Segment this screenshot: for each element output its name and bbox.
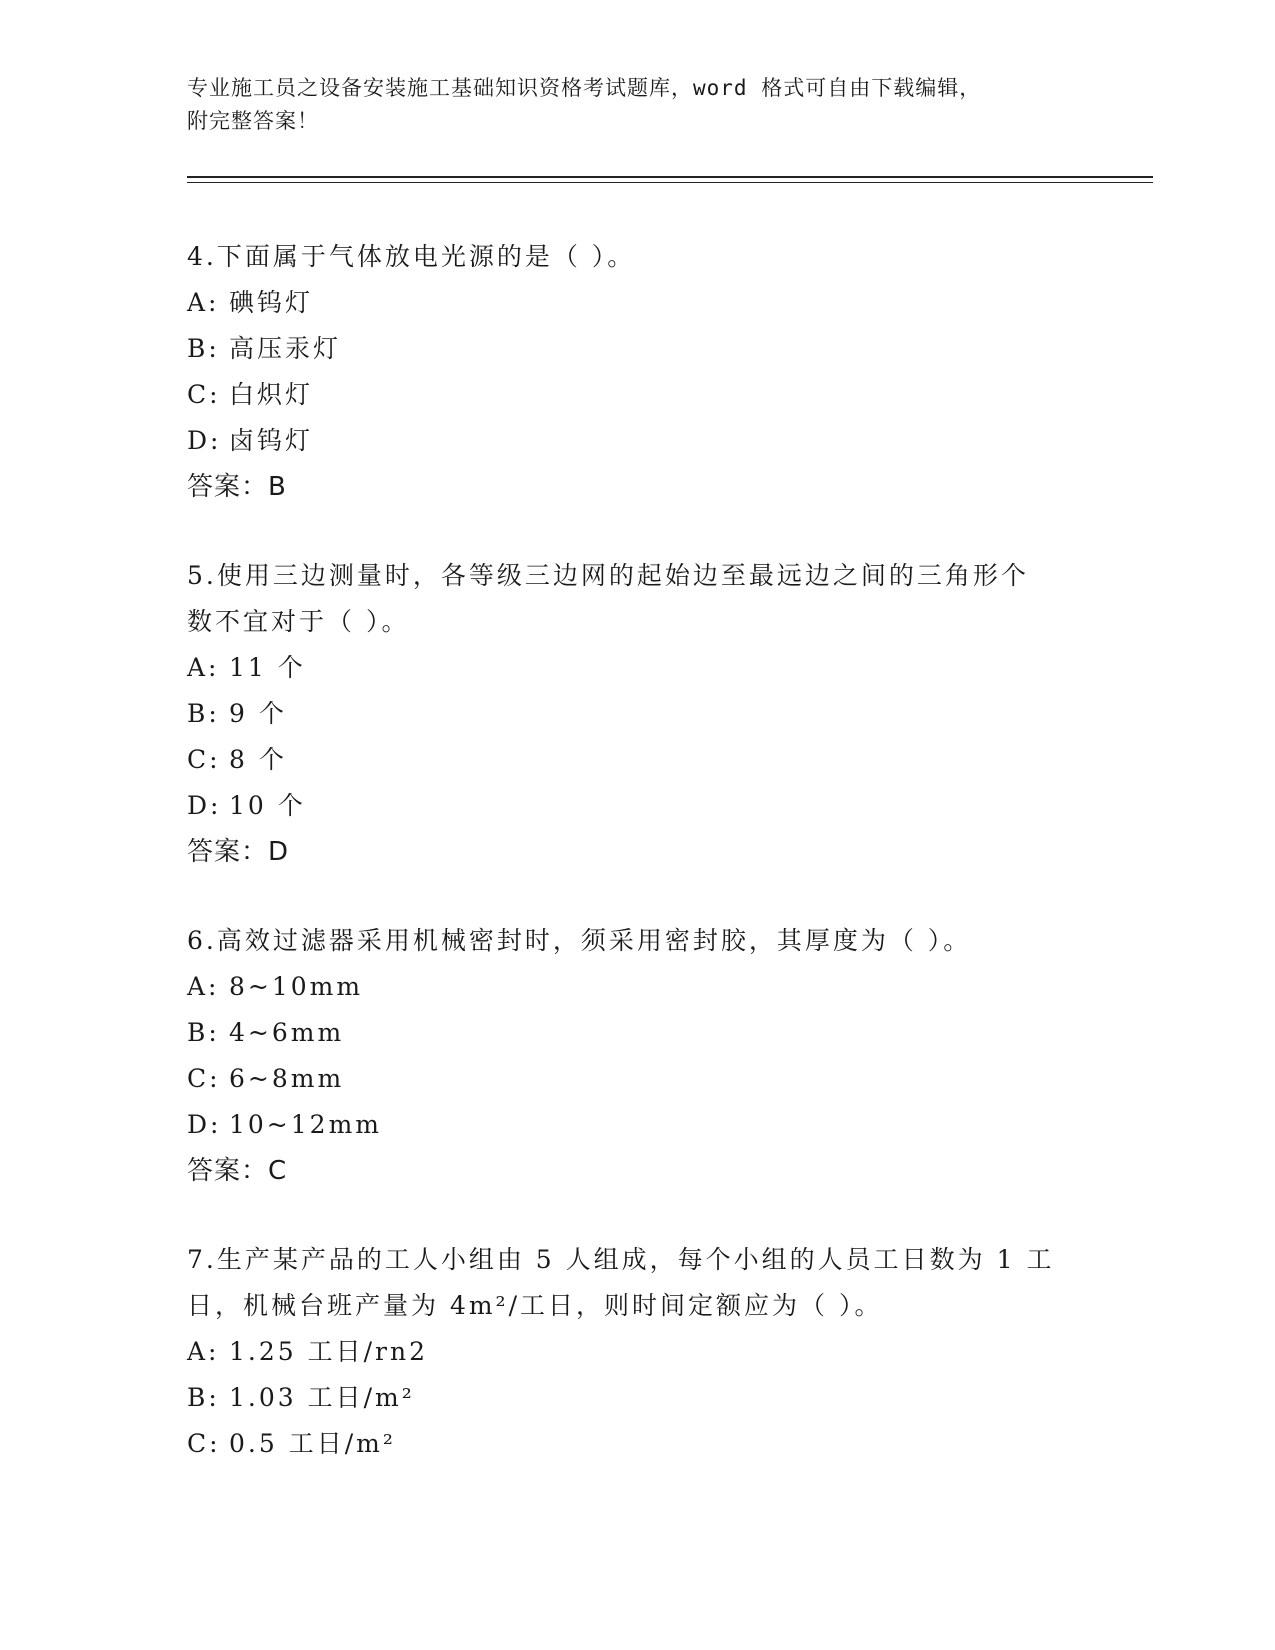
question-block — [187, 234, 1067, 510]
option-key: C: — [187, 1429, 221, 1458]
option-key: C: — [187, 745, 221, 774]
option-key: B: — [187, 1018, 220, 1047]
question-block — [187, 918, 1067, 1194]
option-text: 碘钨灯 — [229, 288, 314, 317]
header-title-line-2: 附完整答案！ — [187, 109, 319, 133]
option-key: D: — [187, 791, 222, 820]
document-header — [187, 72, 1067, 138]
question-option — [187, 737, 1067, 783]
question-block — [187, 553, 1067, 875]
question-option — [187, 418, 1067, 464]
question-option — [187, 1010, 1067, 1056]
option-key: B: — [187, 334, 220, 363]
option-text: 0.5 工日/m² — [229, 1429, 396, 1458]
question-option — [187, 280, 1067, 326]
question-option — [187, 1102, 1067, 1148]
question-option — [187, 783, 1067, 829]
question-option — [187, 372, 1067, 418]
option-text: 1.03 工日/m² — [229, 1383, 415, 1412]
option-key: A: — [187, 653, 220, 682]
header-title-line-1: 专业施工员之设备安装施工基础知识资格考试题库，word 格式可自由下载编辑， — [187, 76, 982, 100]
option-text: 6~8mm — [229, 1064, 345, 1093]
question-stem-continuation: 日，机械台班产量为 4m²/工日，则时间定额应为（ ）。 — [187, 1291, 883, 1320]
option-key: D: — [187, 1110, 222, 1139]
option-text: 1.25 工日/rn2 — [229, 1337, 428, 1366]
option-key: C: — [187, 380, 221, 409]
question-option — [187, 1056, 1067, 1102]
question-stem: 6.高效过滤器采用机械密封时，须采用密封胶，其厚度为（ ）。 — [187, 926, 972, 955]
question-option — [187, 691, 1067, 737]
option-text: 11 个 — [229, 653, 306, 682]
header-divider-thin — [187, 182, 1153, 183]
option-text: 10~12mm — [229, 1110, 382, 1139]
option-key: A: — [187, 288, 220, 317]
header-divider-thick — [187, 176, 1153, 178]
question-stem: 5.使用三边测量时，各等级三边网的起始边至最远边之间的三角形个 — [187, 561, 1029, 590]
question-answer: 答案：B — [187, 472, 287, 502]
question-stem-continuation: 数不宜对于（ ）。 — [187, 607, 410, 636]
option-key: B: — [187, 699, 220, 728]
question-answer: 答案：D — [187, 837, 290, 867]
option-text: 8~10mm — [229, 972, 364, 1001]
option-key: A: — [187, 972, 220, 1001]
option-text: 卤钨灯 — [229, 426, 314, 455]
option-text: 9 个 — [229, 699, 287, 728]
question-option — [187, 1421, 1067, 1467]
option-key: B: — [187, 1383, 220, 1412]
option-text: 8 个 — [229, 745, 287, 774]
option-text: 高压汞灯 — [229, 334, 342, 363]
question-option — [187, 645, 1067, 691]
option-text: 4~6mm — [229, 1018, 345, 1047]
question-option — [187, 326, 1067, 372]
question-block — [187, 1237, 1067, 1467]
option-text: 10 个 — [229, 791, 306, 820]
question-option — [187, 1375, 1067, 1421]
question-option — [187, 964, 1067, 1010]
question-stem: 4.下面属于气体放电光源的是（ ）。 — [187, 242, 636, 271]
option-key: C: — [187, 1064, 221, 1093]
option-key: D: — [187, 426, 222, 455]
question-option — [187, 1329, 1067, 1375]
option-key: A: — [187, 1337, 220, 1366]
option-text: 白炽灯 — [229, 380, 314, 409]
question-answer: 答案：C — [187, 1156, 288, 1186]
question-stem: 7.生产某产品的工人小组由 5 人组成，每个小组的人员工日数为 1 工 — [187, 1245, 1055, 1274]
